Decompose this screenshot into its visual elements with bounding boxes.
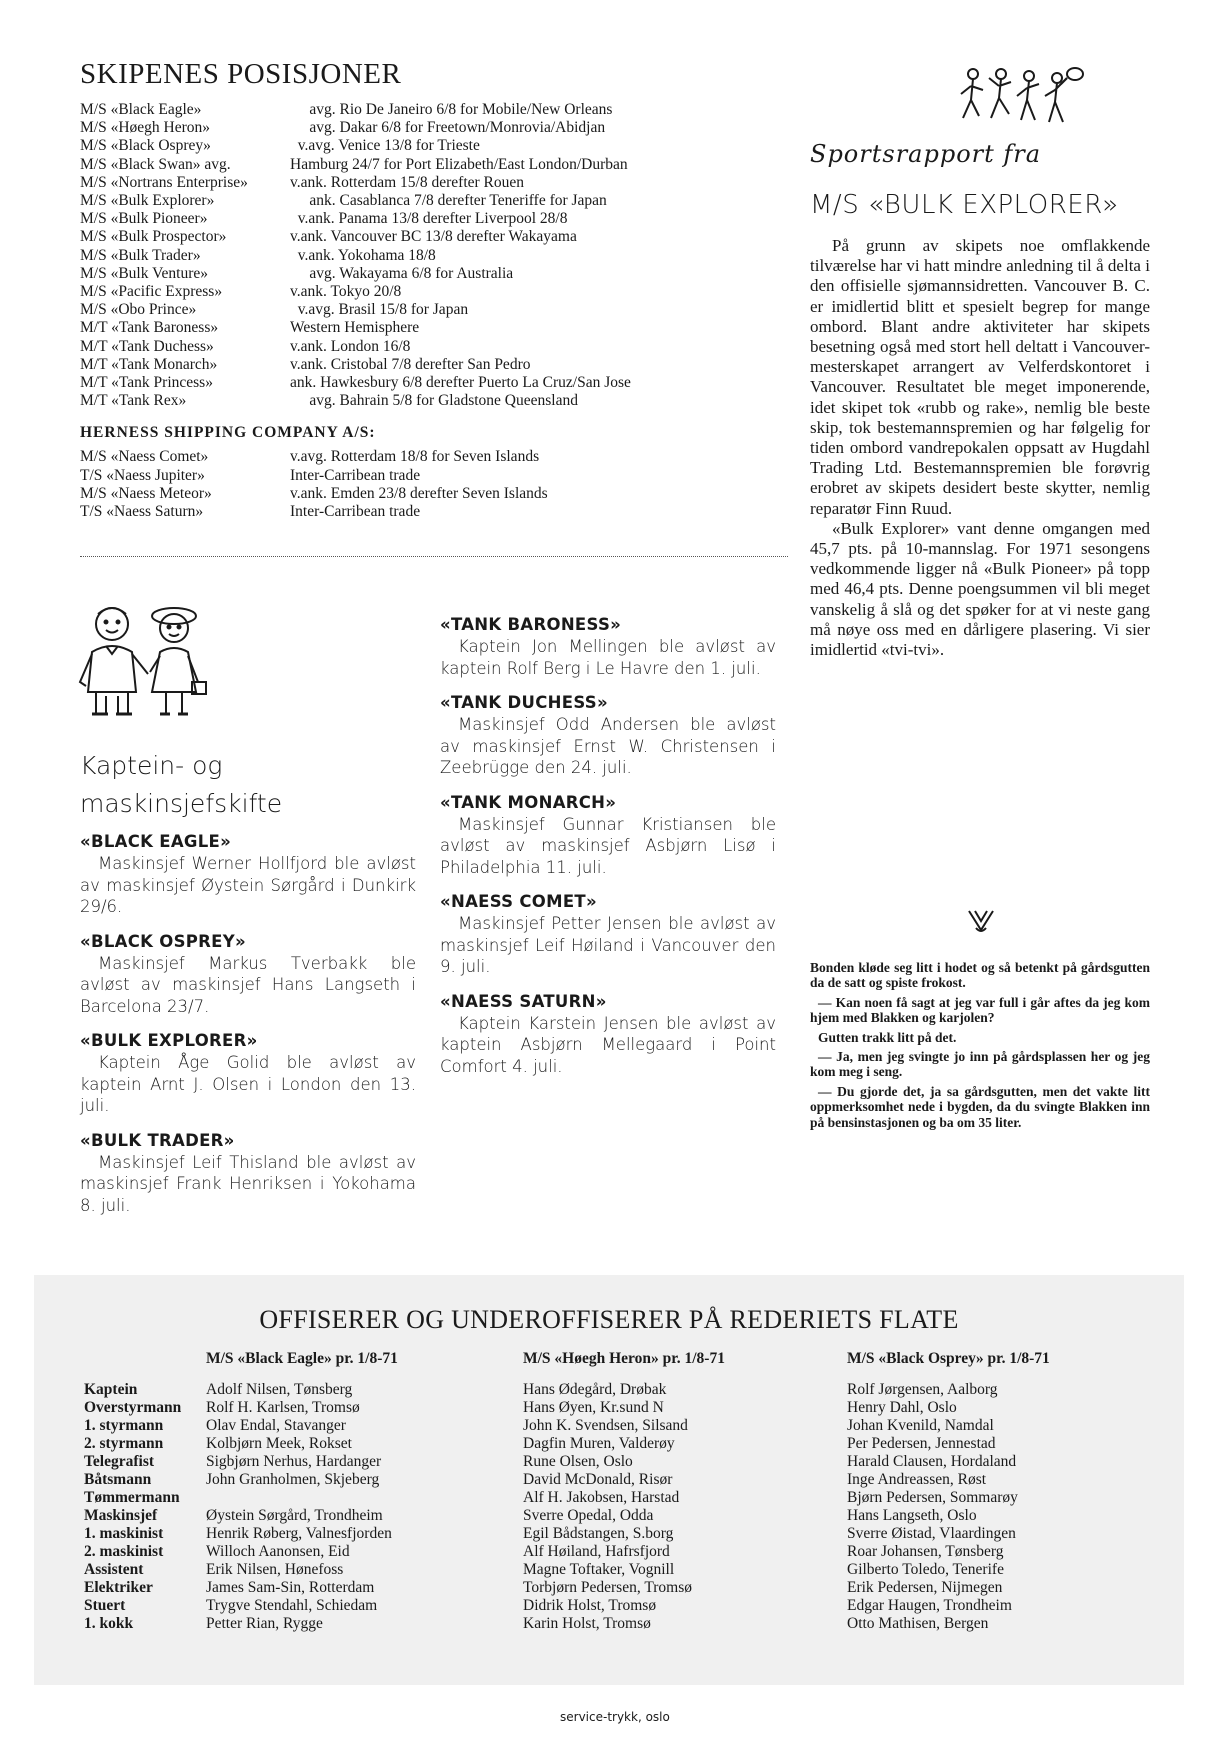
- officer-name: Rolf Jørgensen, Aalborg: [847, 1381, 998, 1398]
- officer-name: Adolf Nilsen, Tønsberg: [206, 1381, 353, 1398]
- position-info: avg. Wakayama 6/8 for Australia: [290, 264, 514, 282]
- joke-paragraph: Bonden kløde seg litt i hodet og så betenkt på gårdsgutten da de satt og spiste frokost.: [810, 960, 1150, 991]
- officers-ship-header-3: M/S «Black Osprey» pr. 1/8-71: [847, 1350, 1050, 1367]
- sport-body: [810, 236, 1150, 660]
- position-info: Hamburg 24/7 for Port Elizabeth/East London/Durban: [290, 155, 628, 173]
- crew-change-text: Maskinsjef Odd Andersen ble avløst av maskinsjef Ernst W. Christensen i Zeebrügge den 24. juli.: [440, 715, 776, 777]
- officer-role: 1. kokk: [84, 1615, 134, 1632]
- officer-name: Egil Bådstangen, S.borg: [523, 1525, 674, 1542]
- position-ship: M/S «Bulk Pioneer»: [80, 210, 208, 228]
- officer-name: Petter Rian, Rygge: [206, 1615, 323, 1632]
- officers-black-osprey: [847, 1381, 1018, 1633]
- officer-name: Dagfin Muren, Valderøy: [523, 1435, 675, 1452]
- crew-change-text: Kaptein Jon Mellingen ble avløst av kaptein Rolf Berg i Le Havre den 1. juli.: [440, 637, 776, 678]
- officer-name: Otto Mathisen, Bergen: [847, 1615, 989, 1632]
- herness-ship: T/S «Naess Saturn»: [80, 503, 204, 521]
- position-row: [80, 192, 800, 210]
- position-row: [80, 119, 800, 137]
- printer-footer: service-trykk, oslo: [560, 1710, 670, 1724]
- officer-name: Sigbjørn Nerhus, Hardanger: [206, 1453, 382, 1470]
- officer-role: 2. maskinist: [84, 1543, 164, 1560]
- officer-role: 1. styrmann: [84, 1417, 164, 1434]
- position-row: [80, 137, 800, 155]
- officer-name: Johan Kvenild, Namdal: [847, 1417, 994, 1434]
- officer-name: Bjørn Pedersen, Sommarøy: [847, 1489, 1018, 1506]
- officer-name: Per Pedersen, Jennestad: [847, 1435, 996, 1452]
- officer-name: Trygve Stendahl, Schiedam: [206, 1597, 378, 1614]
- officer-role: Kaptein: [84, 1381, 138, 1398]
- crew-change-text: Maskinsjef Gunnar Kristiansen ble avløst av maskinsjef Asbjørn Lisø i Philadelphia 11. juli.: [440, 814, 776, 877]
- officer-name: Erik Pedersen, Nijmegen: [847, 1579, 1003, 1596]
- officers-ship-header-2: M/S «Høegh Heron» pr. 1/8-71: [523, 1350, 725, 1367]
- sport-paragraph: På grunn av skipets noe omflakkende tilværelse har vi hatt mindre anledning til å delta i den offisielle sjømannsidretten. Vancouver B. C. er imidlertid blitt et spesielt begrep for mange ombord. Blant andre aktiviteter har skipets besetning også med stort hell deltatt i Vancouver-mesterskapet arrangert av Velferdskontoret i Vancouver. Resultatet ble meget imponerende, idet skipet tok «rubb og rake», nemlig ble beste skip, tok bestemannspremien og har følgelig for tiden ombord vandrepokalen oppsatt av Hugdahl Trading Ltd. Bestemannspremien ble forøvrig erobret av skipets desidert beste skytter, nemlig reparatør Finn Ruud.: [810, 236, 1150, 518]
- herness-row: [80, 467, 800, 485]
- position-row: [80, 374, 800, 392]
- crew-change-text: Maskinsjef Petter Jensen ble avløst av maskinsjef Leif Høiland i Vancouver den 9. juli.: [440, 914, 776, 976]
- herness-list: [80, 448, 800, 521]
- joke-paragraph: — Ja, men jeg svingte jo inn på gårdsplassen her og jeg kom meg i seng.: [810, 1049, 1150, 1080]
- officer-role: Maskinsjef: [84, 1507, 158, 1524]
- position-ship: M/S «Bulk Trader»: [80, 246, 201, 264]
- crew-change-heading: «TANK DUCHESS»: [440, 693, 608, 712]
- officer-name: Inge Andreassen, Røst: [847, 1471, 987, 1488]
- officers-ship-header-1: M/S «Black Eagle» pr. 1/8-71: [206, 1350, 398, 1367]
- section-divider: [80, 556, 788, 557]
- position-ship: M/S «Bulk Explorer»: [80, 192, 215, 210]
- herness-row: [80, 503, 800, 521]
- officer-name: James Sam-Sin, Rotterdam: [206, 1579, 375, 1596]
- position-ship: M/S «Høegh Heron»: [80, 119, 211, 137]
- position-info: v.ank. London 16/8: [290, 337, 411, 355]
- herness-row: [80, 485, 800, 503]
- officer-name: Olav Endal, Stavanger: [206, 1417, 346, 1434]
- officer-name: Edgar Haugen, Trondheim: [847, 1597, 1012, 1614]
- officer-role: Båtsmann: [84, 1471, 152, 1488]
- officer-name: Didrik Holst, Tromsø: [523, 1597, 657, 1614]
- position-row: [80, 247, 800, 265]
- position-info: v.ank. Panama 13/8 derefter Liverpool 28/8: [290, 210, 568, 228]
- position-row: [80, 156, 800, 174]
- crew-change-title-line2: maskinsjefskifte: [80, 789, 283, 818]
- position-ship: M/T «Tank Princess»: [80, 374, 213, 392]
- crew-change-heading: «BLACK OSPREY»: [80, 931, 246, 951]
- position-info: v.ank. Cristobal 7/8 derefter San Pedro: [290, 355, 531, 373]
- position-info: v.ank. Vancouver BC 13/8 derefter Wakayama: [290, 228, 577, 246]
- captain-and-girl-illustration: [70, 596, 220, 731]
- officer-name: Rolf H. Karlsen, Tromsø: [206, 1399, 360, 1416]
- position-ship: M/S «Nortrans Enterprise»: [80, 173, 248, 191]
- position-info: v.avg. Brasil 15/8 for Japan: [290, 301, 469, 319]
- officer-name: Øystein Sørgård, Trondheim: [206, 1507, 383, 1524]
- position-ship: M/S «Obo Prince»: [80, 301, 197, 319]
- position-row: [80, 338, 800, 356]
- crew-change-heading: «NAESS COMET»: [440, 892, 597, 911]
- position-info: v.avg. Venice 13/8 for Trieste: [290, 137, 480, 155]
- herness-info: Inter-Carribean trade: [290, 466, 421, 484]
- officer-name: John Granholmen, Skjeberg: [206, 1471, 380, 1488]
- officer-role: 1. maskinist: [84, 1525, 164, 1542]
- officer-role: Tømmermann: [84, 1489, 180, 1506]
- sport-paragraph: «Bulk Explorer» vant denne omgangen med 45,7 pts. på 10-mannslag. For 1971 sesongens vedkommende ligger nå «Bulk Pioneer» på topp med 46,4 pts. Denne poengsummen vil bli meget vanskelig å slå og det spøker for at vi neste gang må nøye oss med en dårligere plasering. Vi sier imidlertid «tvi-tvi».: [810, 518, 1150, 660]
- position-ship: M/S «Black Osprey»: [80, 137, 211, 155]
- officers-title: OFFISERER OG UNDEROFFISERER PÅ REDERIETS FLATE: [259, 1305, 959, 1334]
- position-ship: M/S «Bulk Prospector»: [80, 228, 227, 246]
- sport-intro: Sportsrapport fra: [810, 140, 1042, 168]
- crew-change-text: Kaptein Karstein Jensen ble avløst av kaptein Asbjørn Mellegaard i Point Comfort 4. juli.: [440, 1013, 776, 1076]
- herness-ship: M/S «Naess Comet»: [80, 448, 209, 466]
- position-info: avg. Rio De Janeiro 6/8 for Mobile/New Orleans: [290, 101, 613, 118]
- ornament-icon: [966, 908, 996, 934]
- officer-name: Sverre Opedal, Odda: [523, 1507, 654, 1524]
- sports-figures-icon: [955, 64, 1090, 134]
- officer-name: Harald Clausen, Hordaland: [847, 1453, 1017, 1470]
- joke-paragraph: Gutten trakk litt på det.: [818, 1029, 957, 1045]
- crew-change-text: Maskinsjef Leif Thisland ble avløst av maskinsjef Frank Henriksen i Yokohama 8. juli.: [80, 1152, 416, 1215]
- position-info: v.ank. Yokohama 18/8: [290, 246, 436, 264]
- crew-change-text: Maskinsjef Werner Hollfjord ble avløst av maskinsjef Øystein Sørgård i Dunkirk 29/6.: [80, 854, 416, 916]
- officer-name: Sverre Øistad, Vlaardingen: [847, 1525, 1016, 1542]
- officer-name: Alf Høiland, Hafrsfjord: [523, 1543, 670, 1560]
- officer-name: Hans Ødegård, Drøbak: [523, 1381, 667, 1398]
- officer-name: David McDonald, Risør: [523, 1471, 673, 1488]
- position-ship: M/T «Tank Baroness»: [80, 319, 219, 337]
- crew-change-text: Kaptein Åge Golid ble avløst av kaptein Arnt J. Olsen i London den 13. juli.: [80, 1053, 416, 1115]
- officer-role: Telegrafist: [84, 1453, 155, 1470]
- officer-name: Henrik Røberg, Valnesfjorden: [206, 1525, 392, 1542]
- sport-title: M/S «BULK EXPLORER»: [810, 190, 1119, 220]
- position-row: [80, 319, 800, 337]
- position-info: avg. Dakar 6/8 for Freetown/Monrovia/Abidjan: [290, 119, 606, 137]
- position-row: [80, 392, 800, 410]
- position-info: v.ank. Rotterdam 15/8 derefter Rouen: [290, 173, 525, 191]
- position-row: [80, 301, 800, 319]
- crew-change-text: Maskinsjef Markus Tverbakk ble avløst av maskinsjef Hans Langseth i Barcelona 23/7.: [80, 953, 416, 1016]
- officer-role: 2. styrmann: [84, 1435, 164, 1452]
- officer-name: John K. Svendsen, Silsand: [523, 1417, 688, 1434]
- position-ship: M/T «Tank Rex»: [80, 392, 187, 410]
- position-row: [80, 265, 800, 283]
- crew-change-title-line1: Kaptein- og: [80, 751, 223, 780]
- joke-text: [810, 960, 1150, 1134]
- crew-change-title: [80, 747, 420, 823]
- officer-role: Elektriker: [84, 1579, 153, 1596]
- position-ship: M/S «Bulk Venture»: [80, 264, 209, 282]
- joke-paragraph: — Kan noen få sagt at jeg var full i går aftes da jeg kom hjem med Blakken og karjolen?: [810, 994, 1150, 1026]
- officer-name: Henry Dahl, Oslo: [847, 1399, 957, 1416]
- officer-name: [206, 1489, 392, 1507]
- crew-change-heading: «TANK MONARCH»: [440, 792, 617, 812]
- positions-section: [80, 58, 800, 521]
- position-ship: M/S «Black Swan» avg.: [80, 155, 231, 173]
- officer-name: Magne Toftaker, Vognill: [523, 1561, 675, 1578]
- herness-heading: HERNESS SHIPPING COMPANY A/S:: [80, 424, 376, 442]
- crew-change-left-column: [80, 832, 416, 1230]
- officers-black-eagle: [206, 1381, 392, 1633]
- positions-list: [80, 101, 800, 410]
- officer-name: Kolbjørn Meek, Rokset: [206, 1435, 352, 1452]
- herness-ship: T/S «Naess Jupiter»: [80, 466, 205, 484]
- officer-role: Assistent: [84, 1561, 144, 1578]
- crew-change-heading: «TANK BARONESS»: [440, 615, 622, 634]
- crew-change-right-column: [440, 615, 776, 1091]
- officers-roles: [84, 1381, 204, 1633]
- herness-info: v.ank. Emden 23/8 derefter Seven Islands: [290, 484, 548, 502]
- position-row: [80, 356, 800, 374]
- position-row: [80, 174, 800, 192]
- herness-info: Inter-Carribean trade: [290, 503, 421, 521]
- joke-paragraph: — Du gjorde det, ja sa gårdsgutten, men det vakte litt oppmerksomhet nede i bygden, da du svingte Blakken inn på bensinstasjonen og ba om 35 liter.: [810, 1083, 1150, 1130]
- officer-name: Alf H. Jakobsen, Harstad: [523, 1489, 680, 1506]
- position-row: [80, 210, 800, 228]
- crew-change-heading: «NAESS SATURN»: [440, 991, 607, 1011]
- officers-hoegh-heron: [523, 1381, 692, 1633]
- officer-name: Erik Nilsen, Hønefoss: [206, 1561, 344, 1578]
- herness-info: v.avg. Rotterdam 18/8 for Seven Islands: [290, 448, 540, 466]
- position-row: [80, 228, 800, 246]
- position-info: ank. Casablanca 7/8 derefter Teneriffe for Japan: [290, 192, 607, 210]
- position-info: v.ank. Tokyo 20/8: [290, 283, 402, 301]
- officer-name: Rune Olsen, Oslo: [523, 1453, 633, 1470]
- position-ship: M/S «Black Eagle»: [80, 101, 202, 118]
- crew-change-heading: «BULK TRADER»: [80, 1130, 235, 1150]
- officer-name: Torbjørn Pedersen, Tromsø: [523, 1579, 692, 1596]
- officer-name: Hans Øyen, Kr.sund N: [523, 1399, 664, 1416]
- officer-name: Willoch Aanonsen, Eid: [206, 1543, 350, 1560]
- officer-name: Gilberto Toledo, Tenerife: [847, 1561, 1004, 1578]
- officer-name: Karin Holst, Tromsø: [523, 1615, 651, 1632]
- position-ship: M/T «Tank Monarch»: [80, 355, 218, 373]
- position-info: ank. Hawkesbury 6/8 derefter Puerto La Cruz/San Jose: [290, 374, 631, 392]
- positions-title: SKIPENES POSISJONER: [80, 58, 402, 90]
- herness-ship: M/S «Naess Meteor»: [80, 484, 212, 502]
- officer-name: Roar Johansen, Tønsberg: [847, 1543, 1004, 1560]
- herness-row: [80, 448, 800, 466]
- officer-name: Hans Langseth, Oslo: [847, 1507, 977, 1524]
- position-info: Western Hemisphere: [290, 319, 420, 337]
- officer-role: Overstyrmann: [84, 1399, 182, 1416]
- position-info: avg. Bahrain 5/8 for Gladstone Queensland: [290, 392, 578, 410]
- crew-change-heading: «BULK EXPLORER»: [80, 1031, 258, 1050]
- position-row: [80, 101, 800, 119]
- officer-role: Stuert: [84, 1597, 126, 1614]
- position-ship: M/S «Pacific Express»: [80, 283, 223, 301]
- crew-change-heading: «BLACK EAGLE»: [80, 832, 232, 851]
- position-row: [80, 283, 800, 301]
- position-ship: M/T «Tank Duchess»: [80, 337, 214, 355]
